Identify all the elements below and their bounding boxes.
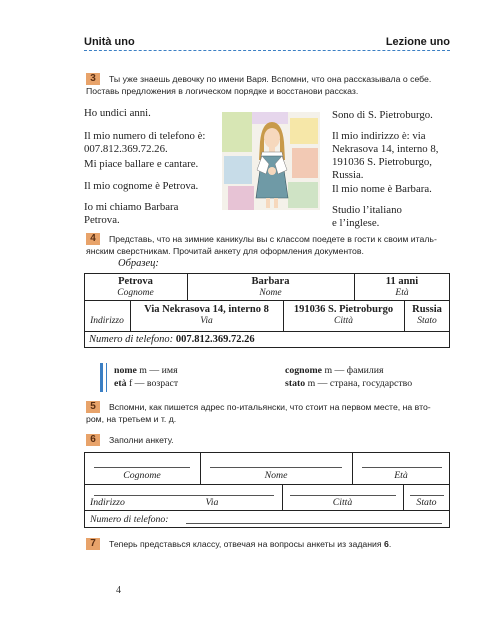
sentence: Studio l’italiano (332, 204, 402, 216)
form-via-label: Via (205, 497, 219, 508)
sentence: 007.812.369.72.26. (84, 143, 168, 155)
sentence: 191036 S. Pietroburgo, (332, 156, 432, 168)
vocab-entry-stato (285, 377, 412, 390)
sentence: Il mio cognome è Petrova. (84, 180, 199, 192)
cognome-blank[interactable] (94, 467, 190, 468)
task7-ref: 6 (384, 539, 389, 549)
task3-instruction (86, 73, 454, 97)
sentence: Il mio indirizzo è: via (332, 130, 426, 142)
sample-eta-label: Età (395, 288, 409, 298)
table-divider (84, 510, 450, 511)
vocab-entry-nome (114, 364, 178, 377)
task5-instruction (86, 401, 454, 425)
sample-label: Образец: (118, 258, 159, 269)
task-badge-3: 3 (86, 73, 100, 85)
task-badge-7: 7 (86, 538, 100, 550)
nome-blank[interactable] (210, 467, 342, 468)
sentence: Nekrasova 14, interno 8, (332, 143, 439, 155)
form-cognome-label: Cognome (123, 470, 161, 481)
form-telefono-label: Numero di telefono: (90, 514, 169, 525)
task-badge-5: 5 (86, 401, 100, 413)
sample-nome-value: Barbara (251, 276, 290, 287)
task4-line-2: янским сверстникам. Прочитай анкету для оформления документов. (86, 246, 364, 256)
task-badge-6: 6 (86, 434, 100, 446)
sample-phone-value: 007.812.369.72.26 (175, 334, 255, 345)
eta-blank[interactable] (362, 467, 442, 468)
sample-phone-row (89, 334, 255, 345)
sentence: Il mio numero di telefono è: (84, 130, 206, 142)
girl-illustration (222, 112, 320, 210)
vocab-word: stato (285, 378, 306, 389)
vocab-word: età (114, 378, 127, 389)
vocab-word: cognome (285, 365, 323, 376)
task5-line-2: ром, на третьем и т. д. (86, 414, 177, 424)
sample-citta-value: 191036 S. Pietroburgo (293, 304, 394, 315)
sample-phone-label: Numero di telefono: (89, 334, 174, 345)
form-indirizzo-label: Indirizzo (90, 497, 125, 508)
sentence: Ho undici anni. (84, 107, 151, 119)
sample-via-label: Via (200, 316, 213, 326)
sample-stato-value: Russia (412, 304, 442, 315)
vocab-marker (100, 363, 103, 392)
sentence: Petrova. (84, 214, 120, 226)
citta-blank[interactable] (290, 495, 396, 496)
vocab-translation: m — страна, государство (305, 378, 413, 389)
table-divider (84, 300, 450, 301)
sentence: Russia. (332, 169, 364, 181)
form-citta-label: Città (332, 497, 353, 508)
vocab-word: nome (114, 365, 137, 376)
stato-blank[interactable] (410, 495, 444, 496)
vocab-marker (106, 363, 107, 392)
sentence: Mi piace ballare e cantare. (84, 158, 199, 170)
sample-nome-label: Nome (259, 288, 282, 298)
sample-indirizzo-label: Indirizzo (90, 316, 124, 326)
sample-eta-value: 11 anni (385, 276, 419, 287)
form-eta-label: Età (394, 470, 408, 481)
sentence: Io mi chiamo Barbara (84, 201, 179, 213)
task-badge-4: 4 (86, 233, 100, 245)
sample-via-value: Via Nekrasova 14, interno 8 (144, 304, 269, 315)
sample-citta-label: Città (333, 316, 353, 326)
form-nome-label: Nome (264, 470, 288, 481)
task5-line-1: Вспомни, как пишется адрес по-итальянски, что стоит на первом месте, на вто- (109, 402, 431, 412)
sample-cognome-label: Cognome (117, 288, 154, 298)
task7-instruction (109, 538, 391, 550)
task3-line-1: Ты уже знаешь девочку по имени Варя. Вспомни, что она рассказывала о себе. (109, 74, 432, 84)
lesson-title: Lezione uno (385, 36, 450, 48)
telefono-blank[interactable] (186, 523, 442, 524)
task7-end: . (388, 539, 392, 549)
form-stato-label: Stato (416, 497, 437, 508)
sentence: Il mio nome è Barbara. (332, 183, 432, 195)
vocab-translation: f — возраст (126, 378, 179, 389)
vocab-translation: m — фамилия (322, 365, 384, 376)
table-divider (84, 331, 450, 332)
task4-line-1: Представь, что на зимние каникулы вы с классом поедете в гости к своим италь- (109, 234, 437, 244)
vocab-entry-cognome (285, 364, 384, 377)
task4-instruction (86, 233, 454, 257)
task6-instruction: Заполни анкету. (109, 435, 174, 445)
header-divider (84, 50, 450, 51)
vocab-translation: m — имя (136, 365, 178, 376)
via-blank[interactable] (94, 495, 274, 496)
sample-cognome-value: Petrova (118, 276, 153, 287)
vocab-entry-eta (114, 377, 178, 390)
sentence: e l’inglese. (332, 217, 380, 229)
unit-title: Unità uno (84, 36, 135, 48)
sample-stato-label: Stato (417, 316, 437, 326)
table-divider (84, 484, 450, 485)
task3-line-2: Поставь предложения в логическом порядке и восстанови рассказ. (86, 86, 359, 96)
sentence: Sono di S. Pietroburgo. (332, 109, 433, 121)
page-number: 4 (116, 585, 121, 596)
task7-text: Теперь представься классу, отвечая на вопросы анкеты из задания (109, 539, 382, 549)
